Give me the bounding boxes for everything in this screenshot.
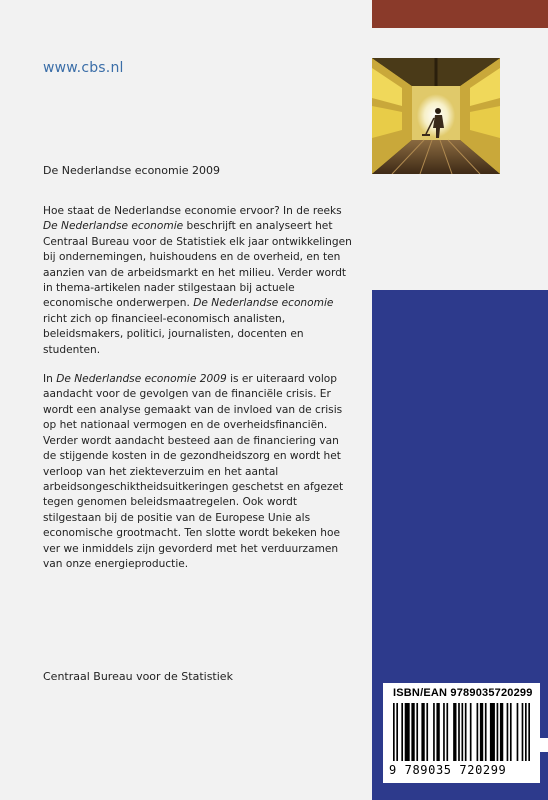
barcode-bar bbox=[465, 703, 467, 761]
corner-tab bbox=[532, 738, 548, 752]
paragraph-intro-part: beschrijft en analyseert het Centraal Bureau voor de Statistiek elk jaar ontwikkelingen bij ondernemingen, huishoudens en de overheid, en ten aanzien van de arbeidsmarkt en het milieu. Verder wordt in thema-artikelen nader stilgestaan bij actuele economische onderwerpen. bbox=[43, 220, 352, 310]
paragraph-intro-part: Hoe staat de Nederlandse economie ervoor? In de reeks bbox=[43, 205, 342, 217]
barcode-bar bbox=[421, 703, 424, 761]
paragraph-content bbox=[43, 372, 353, 572]
series-title-italic: De Nederlandse economie bbox=[43, 220, 184, 233]
paragraph-intro-part: richt zich op financieel-economisch analisten, beleidsmakers, politici, journalisten, docenten en studenten. bbox=[43, 312, 304, 356]
isbn-label: ISBN/EAN 9789035720299 bbox=[393, 687, 533, 699]
paragraph-content-part: is er uiteraard volop aandacht voor de gevolgen van de financiële crisis. Er wordt een analyse gemaakt van de invloed van de crisis op het nationaal vermogen en de overheidsfinanciën. Verder wordt aandacht besteed aan de financiering van de stijgende kosten in de gezondheidszorg en wordt het verloop van het ziekteverzuim en het aantal arbeidsongeschiktheidsuitkeringen geschetst en afgezet tegen genomen beleidsmaatregelen. Ook wordt stilgestaan bij de positie van de Europese Unie als economische grootmacht. Ten slotte wordt bekeken hoe ver we inmiddels zijn gevorderd met het verduurzamen van onze energieproductie. bbox=[43, 373, 344, 570]
barcode-bar bbox=[433, 703, 435, 761]
barcode-bar bbox=[480, 703, 483, 761]
barcode-bar bbox=[405, 703, 410, 761]
corridor-photo-illustration bbox=[372, 58, 500, 174]
paragraph-intro bbox=[43, 204, 353, 358]
barcode-bar bbox=[446, 703, 448, 761]
barcode-bar bbox=[522, 703, 524, 761]
publisher-name: Centraal Bureau voor de Statistiek bbox=[43, 670, 233, 683]
barcode-bar bbox=[528, 703, 530, 761]
barcode-bar bbox=[517, 703, 519, 761]
website-url: www.cbs.nl bbox=[43, 60, 124, 76]
barcode-bar bbox=[458, 703, 460, 761]
barcode-bar bbox=[470, 703, 472, 761]
barcode-bar bbox=[500, 703, 503, 761]
barcode-bar bbox=[525, 703, 527, 761]
barcode-bar bbox=[443, 703, 445, 761]
barcode-bar bbox=[453, 703, 456, 761]
barcode-bar bbox=[477, 703, 479, 761]
paragraph-content-part: In bbox=[43, 373, 57, 386]
barcode-bar bbox=[396, 703, 398, 761]
description-text bbox=[43, 204, 353, 586]
barcode-bar bbox=[485, 703, 487, 761]
cover-photo bbox=[372, 58, 500, 174]
barcode-bar bbox=[426, 703, 428, 761]
barcode-bar bbox=[416, 703, 418, 761]
barcode-box bbox=[383, 683, 540, 783]
barcode-bar bbox=[401, 703, 403, 761]
barcode-bar bbox=[510, 703, 512, 761]
barcode-digits: 9 789035 720299 bbox=[389, 763, 507, 777]
series-title-italic: De Nederlandse economie bbox=[193, 297, 334, 310]
edition-title-italic: De Nederlandse economie 2009 bbox=[56, 373, 227, 386]
barcode-bar bbox=[507, 703, 509, 761]
barcode-graphic bbox=[393, 703, 530, 761]
barcode-bar bbox=[393, 703, 395, 761]
barcode-bar bbox=[462, 703, 464, 761]
barcode-bar bbox=[497, 703, 499, 761]
barcode-bar bbox=[411, 703, 414, 761]
barcode-bar bbox=[436, 703, 439, 761]
top-color-bar bbox=[372, 0, 548, 28]
edition-title: De Nederlandse economie 2009 bbox=[43, 164, 221, 177]
barcode-bar bbox=[490, 703, 495, 761]
